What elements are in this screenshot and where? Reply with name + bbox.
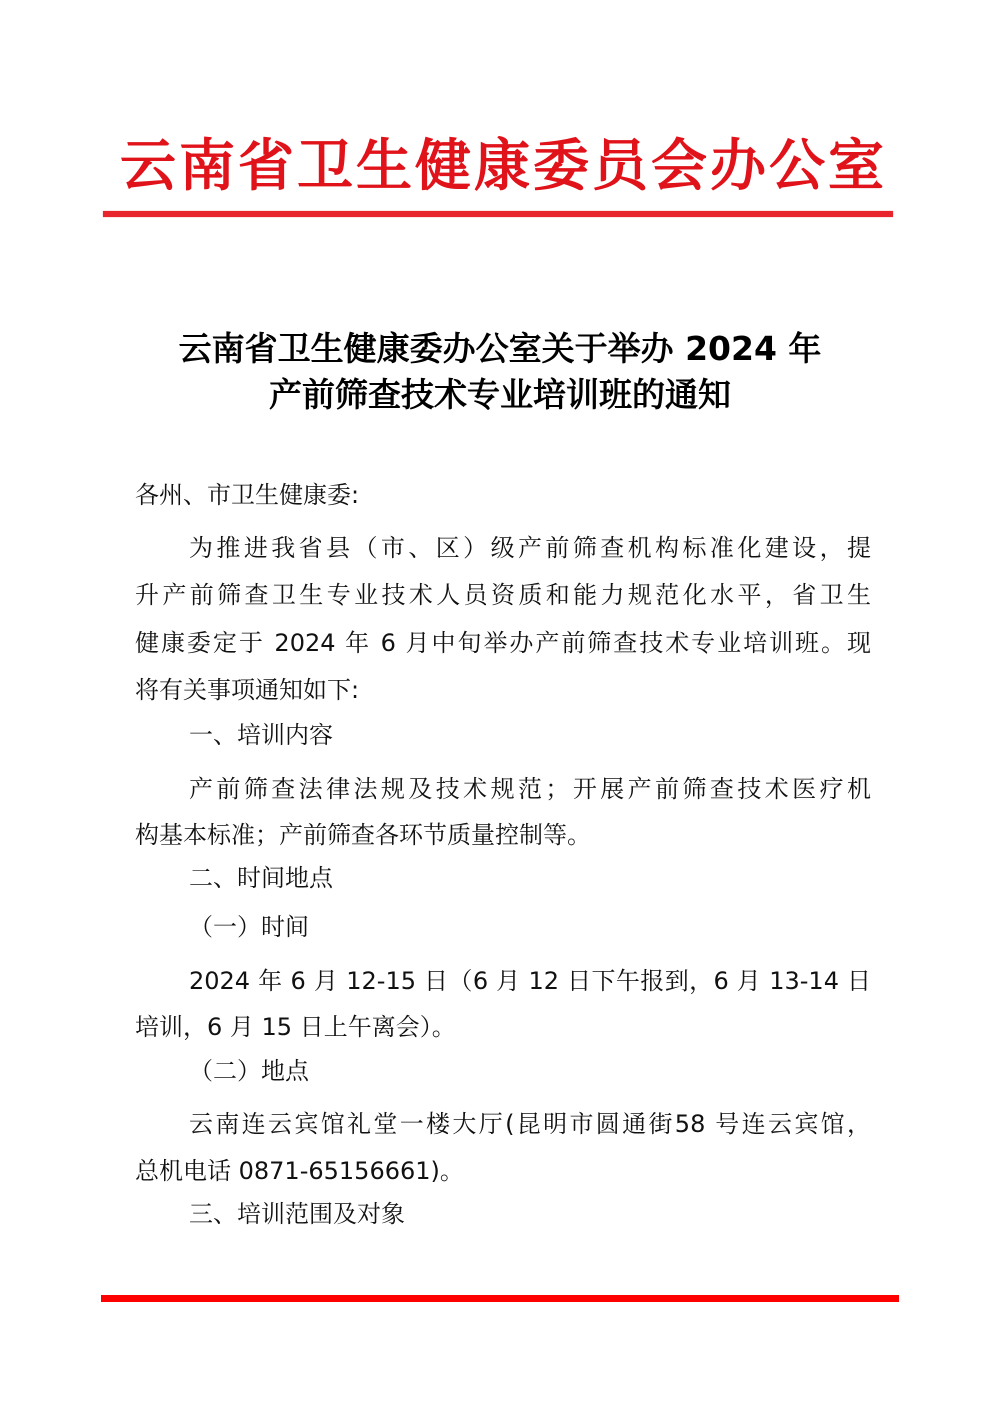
footer-red-rule — [101, 1295, 899, 1302]
intro-line-2: 升产前筛查卫生专业技术人员资质和能力规范化水平，省卫生 — [135, 581, 871, 609]
time-line-2: 培训，6 月 15 日上午离会）。 — [135, 1013, 456, 1041]
location-line-2: 总机电话 0871-65156661)。 — [135, 1157, 464, 1185]
section-1-line-1: 产前筛查法律法规及技术规范；开展产前筛查技术医疗机 — [189, 775, 871, 803]
time-line-1: 2024 年 6 月 12-15 日（6 月 12 日下午报到，6 月 13-14 日 — [189, 967, 871, 995]
intro-line-4: 将有关事项通知如下: — [135, 676, 360, 704]
section-2-sub-2-heading: （二）地点 — [189, 1057, 309, 1085]
section-1-heading: 一、培训内容 — [189, 721, 333, 749]
intro-line-3: 健康委定于 2024 年 6 月中旬举办产前筛查技术专业培训班。现 — [135, 629, 871, 657]
intro-line-1: 为推进我省县（市、区）级产前筛查机构标准化建设，提 — [189, 534, 871, 562]
title-line-2: 产前筛查技术专业培训班的通知 — [269, 375, 731, 414]
section-2-heading: 二、时间地点 — [189, 864, 333, 892]
section-2-sub-1-heading: （一）时间 — [189, 913, 309, 941]
title-line-1: 云南省卫生健康委办公室关于举办 2024 年 — [178, 329, 822, 368]
letterhead-red-rule — [103, 211, 893, 217]
section-1-line-2: 构基本标准；产前筛查各环节质量控制等。 — [135, 821, 591, 849]
section-3-heading: 三、培训范围及对象 — [189, 1200, 405, 1228]
location-line-1: 云南连云宾馆礼堂一楼大厅(昆明市圆通街58 号连云宾馆， — [189, 1110, 871, 1138]
salutation: 各州、市卫生健康委: — [135, 481, 360, 509]
document-title — [100, 326, 900, 418]
letterhead-org-name: 云南省卫生健康委员会办公室 — [120, 133, 887, 199]
